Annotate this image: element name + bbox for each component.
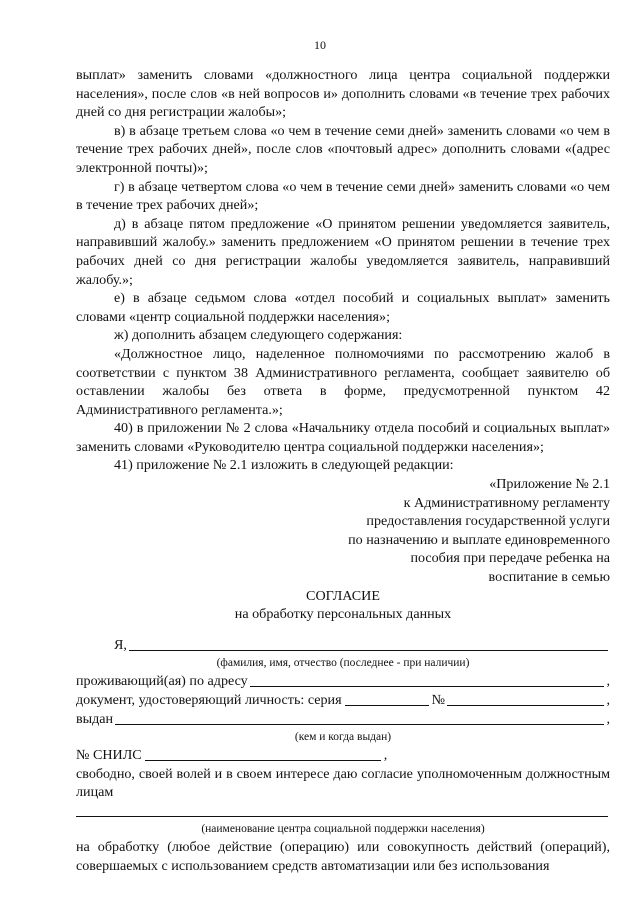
snils-comma: , — [383, 747, 388, 764]
document-label: документ, удостоверяющий личность: серия — [76, 692, 342, 709]
approval-line: пособия при передаче ребенка на — [410, 550, 610, 567]
form-title: СОГЛАСИЕ — [306, 587, 380, 604]
address-label: проживающий(ая) по адресу — [76, 673, 248, 690]
paragraph: д) в абзаце пятом предложение «О принятом решении уведомляется заявитель, направивший жалобу.» заменить предложением «О принятом решении в течение трех рабочих дней со дня регистрации жалобы уведомляется заявитель, направивший жалобу.»; — [76, 215, 610, 288]
paragraph: выплат» заменить словами «должностного лица центра социальной поддержки населения», после слов «в ней вопросов и» дополнить словами «в течение трех рабочих дней со дня регистрации жалобы»; — [76, 67, 610, 121]
fio-line — [76, 636, 610, 655]
address-line — [76, 672, 610, 691]
paragraph: ж) дополнить абзацем следующего содержания: — [114, 327, 403, 344]
document-body — [76, 66, 610, 875]
series-field[interactable] — [345, 691, 429, 706]
issued-label: выдан — [76, 711, 114, 728]
number-sign: № — [431, 692, 446, 709]
approval-block — [76, 475, 610, 587]
address-comma: , — [606, 673, 610, 690]
snils-line — [76, 746, 610, 765]
snils-label: № СНИЛС — [76, 747, 142, 764]
approval-line: воспитание в семью — [488, 569, 610, 586]
issued-caption: (кем и когда выдан) — [294, 730, 392, 743]
paragraph: «Должностное лицо, наделенное полномочиями по рассмотрению жалоб в соответствии с пунктом 38 Административного регламента, сообщает заявителю об оставлении жалобы без ответа в форме, предусмотренной пунктом 42 Административного регламента.»; — [76, 345, 610, 418]
document-number-field[interactable] — [447, 691, 604, 706]
center-caption: (наименование центра социальной поддержки населения) — [201, 823, 485, 835]
amendment-paragraphs — [76, 66, 610, 475]
center-name-field[interactable] — [76, 802, 608, 817]
approval-line: по назначению и выплате единовременного — [348, 531, 610, 548]
paragraph: в) в абзаце третьем слова «о чем в течение семи дней» заменить словами «о чем в течение трех рабочих дней», после слов «почтовый адрес» дополнить словами «(адрес электронной почты)»; — [76, 122, 610, 176]
address-field[interactable] — [250, 672, 605, 687]
ya-label: Я, — [114, 637, 127, 654]
document-line — [76, 691, 610, 710]
paragraph: е) в абзаце седьмом слова «отдел пособий и социальных выплат» заменить словами «центр социальной поддержки населения»; — [76, 290, 610, 325]
page-number: 10 — [314, 38, 326, 52]
fio-caption: (фамилия, имя, отчество (последнее - при наличии) — [216, 656, 470, 669]
document-comma: , — [606, 692, 610, 709]
approval-line: «Приложение № 2.1 — [489, 476, 610, 493]
issued-field[interactable] — [115, 710, 604, 725]
issued-line — [76, 710, 610, 729]
paragraph: 40) в приложении № 2 слова «Начальнику отдела пособий и социальных выплат» заменить словами «Руководителю центра социальной поддержки населения»; — [76, 420, 610, 455]
consent-text: свободно, своей волей и в своем интересе даю согласие уполномоченным должностным лицам — [76, 765, 610, 801]
paragraph: 41) приложение № 2.1 изложить в следующей редакции: — [114, 457, 454, 474]
snils-field[interactable] — [145, 746, 381, 761]
processing-text: на обработку (любое действие (операцию) или совокупность действий (операций), совершаемых с использованием средств автоматизации или без использования — [76, 839, 610, 874]
approval-line: предоставления государственной услуги — [366, 513, 610, 530]
form-subtitle: на обработку персональных данных — [234, 606, 452, 623]
paragraph: г) в абзаце четвертом слова «о чем в течение семи дней» заменить словами «о чем в течение трех рабочих дней»; — [76, 178, 610, 214]
issued-comma: , — [606, 711, 610, 728]
center-line — [76, 802, 610, 821]
approval-line: к Административному регламенту — [403, 494, 610, 511]
fio-field[interactable] — [129, 636, 608, 651]
